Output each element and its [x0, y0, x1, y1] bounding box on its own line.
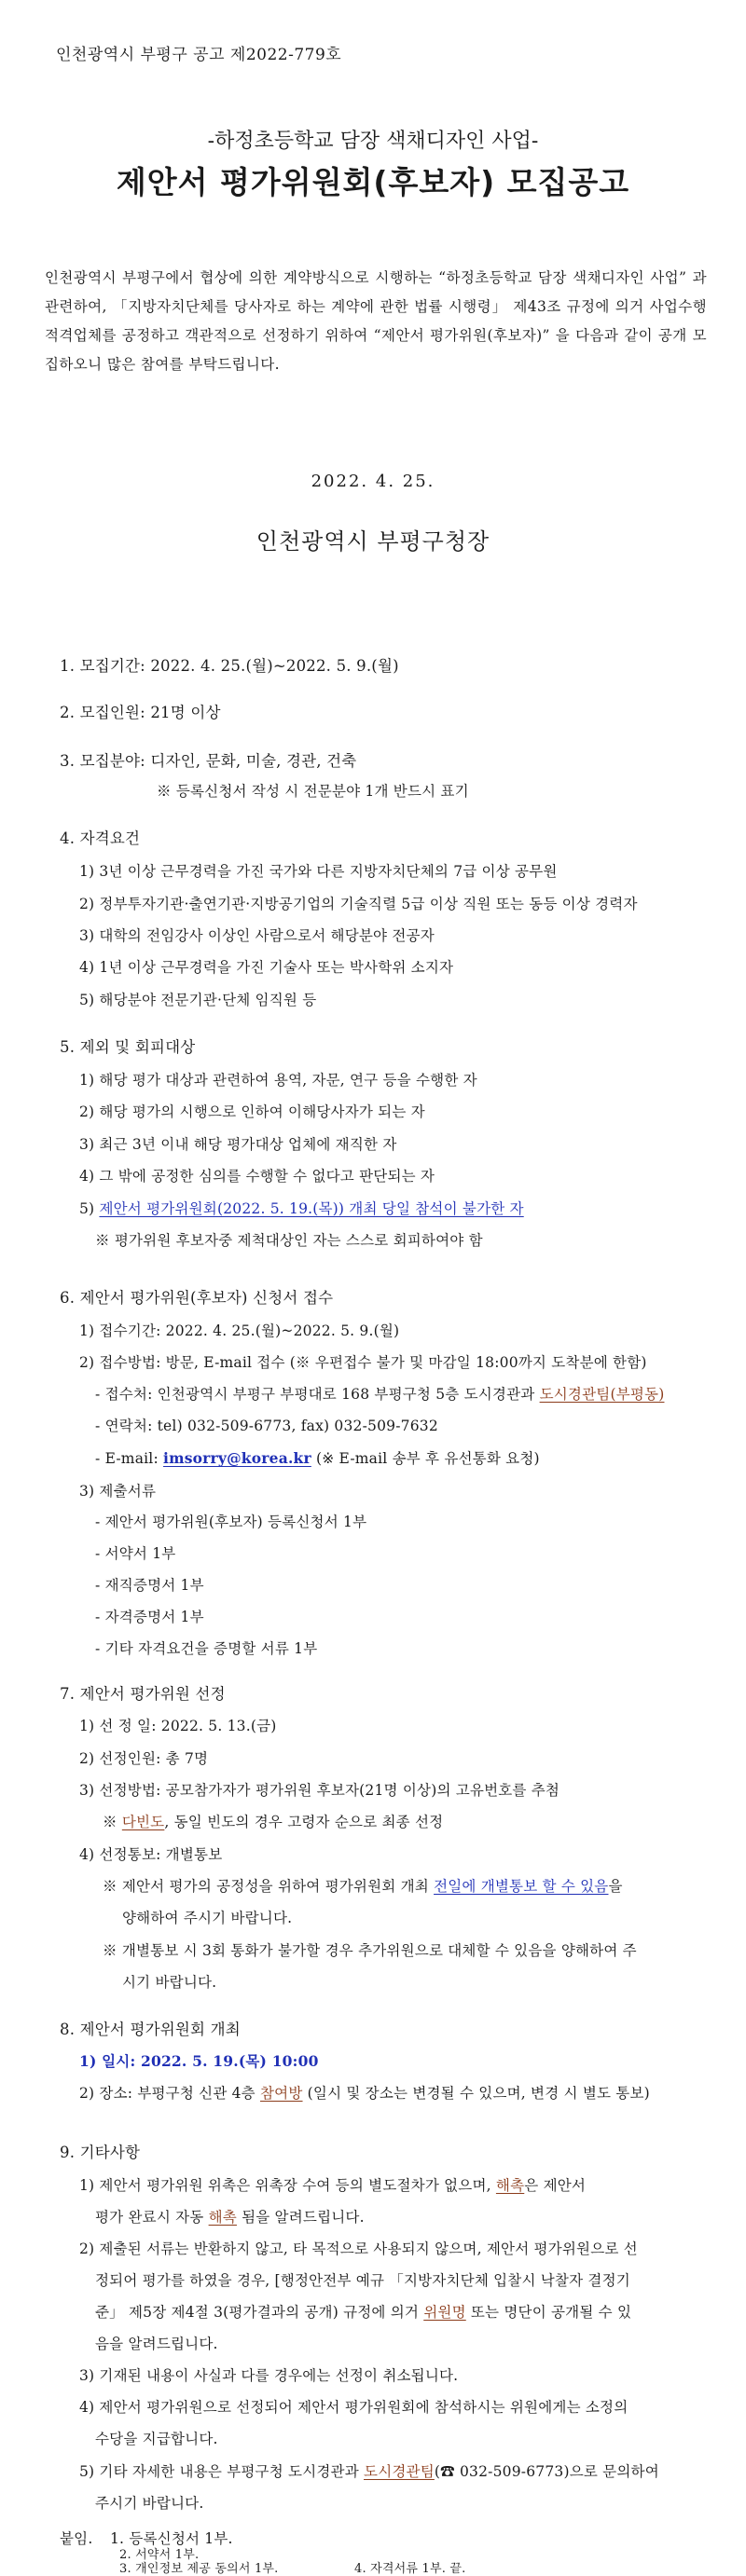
misc-item-2-cont: 정되어 평가를 하였을 경우, [행정안전부 예규 「지방자치단체 입찰시 낙찰자 결정기 [95, 2272, 630, 2289]
misc-5-highlight: 도시경관팀 [364, 2463, 435, 2480]
section-recruit-fields: 3. 모집분야: 디자인, 문화, 미술, 경관, 건축 [60, 752, 357, 770]
selection-method: 3) 선정방법: 공모참가자가 평가위원 후보자(21명 이상)의 고유번호를 추첨 [79, 1782, 560, 1799]
project-subtitle: -하정초등학교 담장 색채디자인 사업- [207, 130, 539, 153]
misc-2c-prefix: 준」 제5장 제4절 3(평가결과의 공개) 규정에 의거 [95, 2304, 424, 2321]
misc-2c-highlight: 위원명 [423, 2304, 466, 2321]
attachment-item: 3. 개인정보 제공 동의서 1부. [119, 2562, 279, 2576]
misc-1b-highlight: 해촉 [208, 2209, 237, 2226]
section-recruit-count: 2. 모집인원: 21명 이상 [60, 704, 221, 721]
issuer-name: 인천광역시 부평구청장 [256, 528, 490, 555]
page-title: 제안서 평가위원회(후보자) 모집공고 [116, 164, 630, 200]
misc-1b-suffix: 됨을 알려드립니다. [236, 2209, 365, 2226]
application-contact: - 연락처: tel) 032-509-6773, fax) 032-509-7632 [95, 1418, 438, 1434]
misc-item-2-cont: 음을 알려드립니다. [95, 2336, 218, 2352]
attachment-item: 1. 등록신청서 1부. [110, 2530, 233, 2547]
misc-1-suffix: 은 제안서 [524, 2177, 587, 2194]
notify-note-1-prefix: ※ 제안서 평가의 공정성을 위하여 평가위원회 개최 [103, 1878, 435, 1895]
documents-heading: 3) 제출서류 [79, 1483, 157, 1500]
document-item: - 재직증명서 1부 [95, 1577, 204, 1594]
announcement-date: 2022. 4. 25. [311, 472, 435, 491]
notify-note-1 [103, 1875, 623, 1896]
announcement-number: 인천광역시 부평구 공고 제2022-779호 [56, 46, 342, 64]
section-exclusion-heading: 5. 제외 및 회피대상 [60, 1038, 196, 1056]
selection-count: 2) 선정인원: 총 7명 [79, 1750, 209, 1767]
misc-item-1-cont [95, 2206, 365, 2227]
fields-note: ※ 등록신청서 작성 시 전문분야 1개 반드시 표기 [157, 783, 469, 800]
selection-date: 1) 선 정 일: 2022. 5. 13.(금) [79, 1718, 277, 1734]
misc-5-prefix: 5) 기타 자세한 내용은 부평구청 도시경관과 [79, 2463, 365, 2480]
misc-item-4-cont: 수당을 지급합니다. [95, 2431, 218, 2447]
qualification-item: 2) 정부투자기관·출연기관·지방공기업의 기술직렬 5급 이상 직원 또는 동등 이상 경력자 [79, 896, 638, 912]
section-application-heading: 6. 제안서 평가위원(후보자) 신청서 접수 [60, 1289, 334, 1307]
exclusion-note: ※ 평가위원 후보자중 제척대상인 자는 스스로 회피하여야 함 [95, 1232, 483, 1249]
misc-item-5-cont: 주시기 바랍니다. [95, 2495, 204, 2512]
place-prefix: 2) 장소: 부평구청 신관 4층 [79, 2085, 260, 2102]
document-item: - 제안서 평가위원(후보자) 등록신청서 1부 [95, 1514, 367, 1530]
selection-method-note [103, 1811, 443, 1831]
misc-item-1 [79, 2174, 586, 2195]
misc-item-4: 4) 제안서 평가위원으로 선정되어 제안서 평가위원회에 참석하시는 위원에게는 소정의 [79, 2399, 629, 2416]
misc-item-2-cont [95, 2301, 631, 2322]
exclusion-item-highlight-text: 제안서 평가위원회(2022. 5. 19.(목)) 개최 당일 참석이 불가한 자 [99, 1200, 524, 1217]
email-note: (※ E-mail 송부 후 유선통화 요청) [311, 1450, 540, 1467]
document-item: - 자격증명서 1부 [95, 1609, 204, 1625]
application-email [95, 1447, 540, 1468]
method-note-prefix: ※ [103, 1814, 122, 1830]
exclusion-item-prefix: 5) [79, 1200, 100, 1217]
qualification-item: 5) 해당분야 전문기관·단체 임직원 등 [79, 992, 317, 1008]
exclusion-item: 3) 최근 3년 이내 해당 평가대상 업체에 재직한 자 [79, 1136, 397, 1153]
address-text: - 접수처: 인천광역시 부평구 부평대로 168 부평구청 5층 도시경관과 [95, 1386, 540, 1403]
section-misc-heading: 9. 기타사항 [60, 2144, 141, 2161]
document-item: - 기타 자격요건을 증명할 서류 1부 [95, 1640, 318, 1657]
section-meeting-heading: 8. 제안서 평가위원회 개최 [60, 2021, 241, 2038]
method-note-highlight: 다빈도 [121, 1814, 165, 1830]
place-suffix: (일시 및 장소는 변경될 수 있으며, 변경 시 별도 통보) [302, 2085, 650, 2102]
attachments-label: 붙임. [60, 2530, 93, 2547]
meeting-datetime: 1) 일시: 2022. 5. 19.(목) 10:00 [79, 2052, 319, 2070]
place-highlight: 참여방 [260, 2085, 303, 2102]
notify-note-1-highlight: 전일에 개별통보 할 수 있음 [434, 1878, 609, 1895]
misc-item-2: 2) 제출된 서류는 반환하지 않고, 타 목적으로 사용되지 않으며, 제안서 평가위원으로 선 [79, 2240, 638, 2257]
exclusion-item-highlight [79, 1198, 524, 1218]
application-method: 2) 접수방법: 방문, E-mail 접수 (※ 우편접수 불가 및 마감일 18:00까지 도착분에 한함) [79, 1354, 647, 1371]
meeting-place [79, 2082, 650, 2103]
misc-1b-prefix: 평가 완료시 자동 [95, 2209, 209, 2226]
notify-note-1-suffix: 을 [608, 1878, 623, 1895]
misc-2c-suffix: 또는 명단이 공개될 수 있 [465, 2304, 632, 2321]
selection-notify: 4) 선정통보: 개별통보 [79, 1846, 223, 1863]
qualification-item: 4) 1년 이상 근무경력을 가진 기술사 또는 박사학위 소지자 [79, 959, 454, 976]
address-team: 도시경관팀(부평동) [539, 1386, 665, 1403]
method-note-suffix: , 동일 빈도의 경우 고령자 순으로 최종 선정 [164, 1814, 444, 1830]
application-period: 1) 접수기간: 2022. 4. 25.(월)~2022. 5. 9.(월) [79, 1322, 400, 1339]
misc-5-suffix: (☎ 032-509-6773)으로 문의하여 [434, 2463, 659, 2480]
section-qualifications-heading: 4. 자격요건 [60, 829, 141, 847]
misc-item-5 [79, 2460, 659, 2481]
attachment-item: 4. 자격서류 1부. 끝. [354, 2562, 466, 2576]
misc-1-prefix: 1) 제안서 평가위원 위촉은 위촉장 수여 등의 별도절차가 없으며, [79, 2177, 496, 2194]
exclusion-item: 4) 그 밖에 공정한 심의를 수행할 수 없다고 판단되는 자 [79, 1168, 435, 1185]
exclusion-item: 1) 해당 평가 대상과 관련하여 용역, 자문, 연구 등을 수행한 자 [79, 1072, 477, 1089]
exclusion-item: 2) 해당 평가의 시행으로 인하여 이해당사자가 되는 자 [79, 1103, 425, 1120]
section-selection-heading: 7. 제안서 평가위원 선정 [60, 1685, 226, 1703]
email-label: - E-mail: [95, 1450, 164, 1467]
section-recruit-period: 1. 모집기간: 2022. 4. 25.(월)~2022. 5. 9.(월) [60, 657, 399, 675]
misc-item-3: 3) 기재된 내용이 사실과 다를 경우에는 선정이 취소됩니다. [79, 2367, 459, 2384]
notify-note-1-cont: 양해하여 주시기 바랍니다. [122, 1910, 293, 1926]
attachment-item: 2. 서약서 1부. [119, 2548, 200, 2562]
document-item: - 서약서 1부 [95, 1545, 176, 1562]
intro-paragraph: 인천광역시 부평구에서 협상에 의한 계약방식으로 시행하는 “하정초등학교 담장 색채디자인 사업” 과 관련하여, 「지방자치단체를 당사자로 하는 계약에 관한 법률 시행령」 제43조 규정에 의거 사업수행 적격업체를 공정하고 객관적으로 선정하기 위하여 “제안서 평가위원(후보자)” 을 다음과 같이 공개 모집하오니 많은 참여를 부탁드립니다. [45, 269, 707, 373]
qualification-item: 3) 대학의 전임강사 이상인 사람으로서 해당분야 전공자 [79, 927, 435, 944]
misc-1-highlight: 해촉 [495, 2177, 525, 2194]
qualification-item: 1) 3년 이상 근무경력을 가진 국가와 다른 지방자치단체의 7급 이상 공무원 [79, 863, 558, 880]
notify-note-2-cont: 시기 바랍니다. [122, 1974, 217, 1991]
email-link[interactable]: imsorry@korea.kr [163, 1449, 311, 1467]
application-address [95, 1383, 664, 1404]
notify-note-2: ※ 개별통보 시 3회 통화가 불가할 경우 추가위원으로 대체할 수 있음을 양해하여 주 [103, 1942, 637, 1959]
